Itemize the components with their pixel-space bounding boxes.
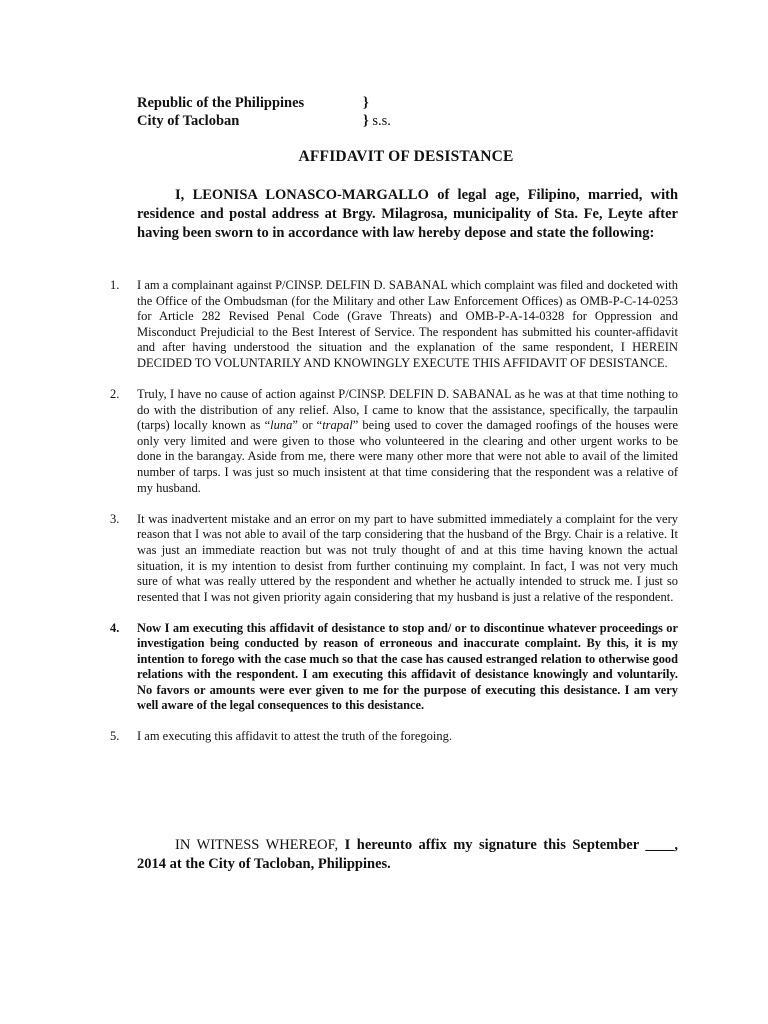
statement-number: 4. [110, 620, 120, 635]
statement-number: 2. [110, 387, 120, 402]
affiant-name: LEONISA LONASCO-MARGALLO [192, 187, 429, 203]
statement-item [110, 278, 678, 372]
venue-city: City of Tacloban [137, 113, 240, 129]
statement-item [110, 621, 678, 714]
statement-text: Now I am executing this affidavit of desistance to stop and/ or to discontinue whatever proceedings or investigation being conducted by reason of erroneous and inaccurate complaint. By this, it is my intention to forego with the case much so that the case has caused estranged relation to otherwise good relations with the respondent. I am executing this affidavit of desistance knowingly and voluntarily. No favors or amounts were ever given to me for the purpose of executing this desistance. I am very well aware of the legal consequences to this desistance. [137, 620, 678, 713]
statement-text [137, 387, 678, 495]
statement-text: It was inadvertent mistake and an error on my part to have submitted immediately a complaint for the very reason that I was not able to avail of the tarp considering that the husband of the Brgy. Chair is a relative. It was just an immediate reaction but was not truly thought of and at this time having known the actual situation, it is my intention to desist from further continuing my complaint. In fact, I was not very much sure of what was really uttered by the respondent and whether he actually intended to struck me. I just so resented that I was not given priority again considering that my husband is just a relative of the respondent. [137, 511, 678, 604]
statement-item [110, 387, 678, 496]
document-title: AFFIDAVIT OF DESISTANCE [298, 148, 514, 165]
statement-number: 1. [110, 278, 120, 292]
term-luna: luna [270, 418, 293, 433]
intro-pronoun: I, [175, 187, 185, 203]
witness-body: I hereunto affix my signature this September ____, 2014 at the City of Tacloban, Philippines. [137, 837, 679, 872]
witness-clause [137, 836, 678, 874]
statement-text-part: Truly, I have no cause of action against P/CINSP. DELFIN D. SABANAL as he was at that time nothing to do with the distribution of any relief. Also, I came to know that the assistance, specifically, the tarpaulin (tarps) locally known as “ [137, 387, 678, 433]
venue-ss: s.s. [372, 113, 391, 129]
intro-paragraph [137, 186, 678, 242]
statement-text: I am executing this affidavit to attest the truth of the foregoing. [137, 729, 452, 744]
intro-body: of legal age, Filipino, married, with residence and postal address at Brgy. Milagrosa, municipality of Sta. Fe, Leyte after having been sworn to in accordance with law hereby depose and state the following: [137, 187, 679, 241]
statement-text: I am a complainant against P/CINSP. DELFIN D. SABANAL which complaint was filed and docketed with the Office of the Ombudsman (for the Military and other Law Enforcement Offices) as OMB-P-C-14-0253 for Article 282 Revised Penal Code (Grave Threats) and OMB-P-A-14-0328 for Oppression and Misconduct Prejudicial to the Best Interest of Service. The respondent has submitted his counter-affidavit and after having understood the situation and the explanation of the same respondent, I HEREIN DECIDED TO VOLUNTARILY AND KNOWINGLY EXECUTE THIS AFFIDAVIT OF DESISTANCE. [137, 278, 678, 370]
term-trapal: trapal [322, 418, 353, 433]
venue-brace: } [363, 113, 369, 129]
statement-text-part: ” being used to cover the damaged roofings of the houses were only very limited and were given to those who volunteered in the clearing and other urgent works to be done in the barangay. Aside from me, there were many other more that were not able to avail of the limited number of tarps. I was just so much insistent at that time considering that the respondent was a relative of my husband. [137, 418, 678, 495]
venue-country: Republic of the Philippines [137, 95, 305, 111]
statement-text-part: ” or “ [292, 418, 323, 433]
venue-brace: } [363, 95, 369, 111]
statement-item [110, 729, 678, 745]
witness-lead: IN WITNESS WHEREOF, [175, 837, 339, 853]
statement-item [110, 512, 678, 606]
statement-number: 5. [110, 729, 120, 744]
statement-list [110, 278, 678, 760]
statement-number: 3. [110, 511, 120, 526]
venue-brace-ss [363, 112, 391, 130]
